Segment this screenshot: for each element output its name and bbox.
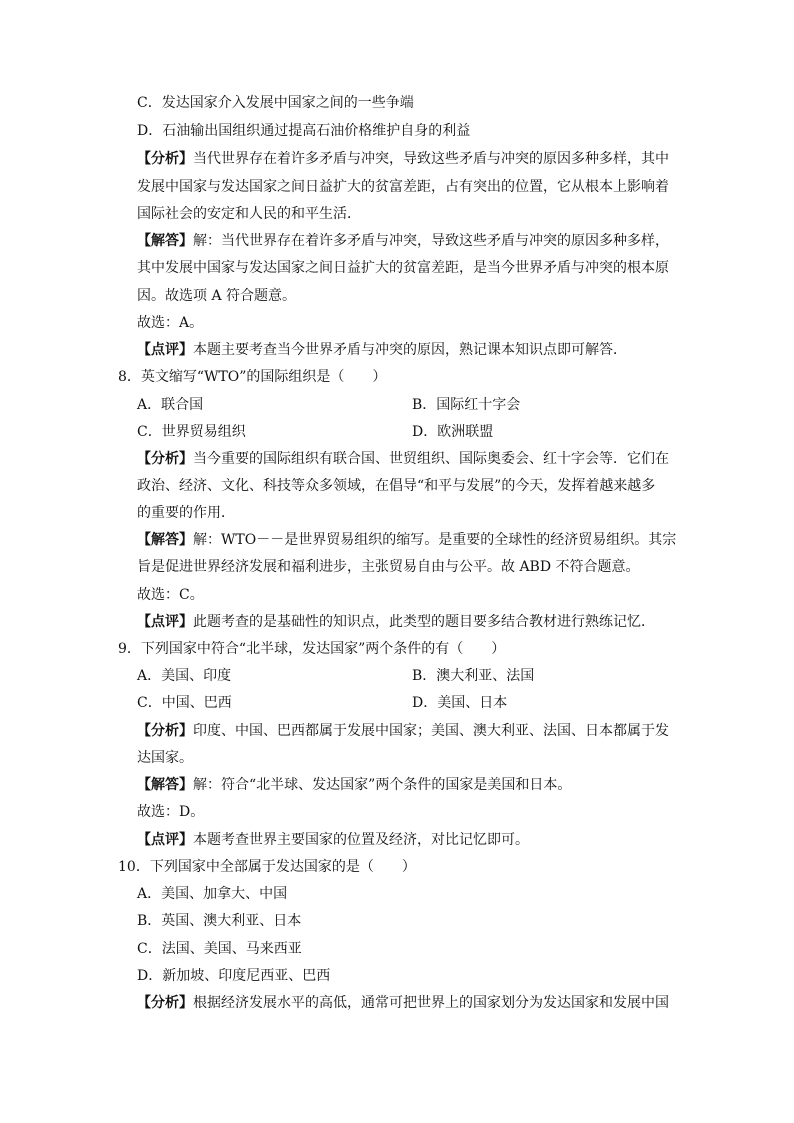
q9-option-a: A．美国、印度 [137, 668, 232, 684]
q10-option-d: D．新加坡、印度尼西亚、巴西 [137, 968, 331, 984]
q7-answer-line-3: 因。故选项 A 符合题意。 [137, 288, 297, 304]
q7-answer-line-1: 【解答】解：当代世界存在着许多矛盾与冲突，导致这些矛盾与冲突的原因多种多样， [137, 233, 669, 249]
q7-option-d: D．石油输出国组织通过提高石油价格维护自身的利益 [137, 123, 471, 139]
q9-option-c: C．中国、巴西 [137, 695, 232, 711]
q7-answer-line-2: 其中发展中国家与发达国家之间日益扩大的贫富差距，是当今世界矛盾与冲突的根本原 [137, 260, 669, 276]
q8-option-c: C．世界贸易组织 [137, 424, 246, 440]
analysis-tag: 【分析】 [137, 723, 193, 739]
q9-stem: 9．下列国家中符合“北半球，发达国家”两个条件的有（ ） [118, 641, 506, 657]
q9-analysis-line-1: 【分析】印度、中国、巴西都属于发展中国家；美国、澳大利亚、法国、日本都属于发 [137, 723, 669, 739]
q10-stem: 10．下列国家中全部属于发达国家的是（ ） [118, 859, 416, 875]
q7-analysis-line-2: 发展中国家与发达国家之间日益扩大的贫富差距，占有突出的位置，它从根本上影响着 [137, 179, 669, 195]
q8-choice: 故选：C。 [137, 587, 204, 603]
q7-option-c: C．发达国家介入发展中国家之间的一些争端 [137, 95, 414, 111]
q8-stem: 8．英文缩写“WTO”的国际组织是（ ） [118, 369, 387, 385]
q7-choice: 故选：A。 [137, 315, 204, 331]
analysis-tag: 【分析】 [137, 451, 193, 467]
q9-analysis-line-2: 达国家。 [137, 750, 193, 766]
q7-analysis-line-3: 国际社会的安定和人民的和平生活． [137, 206, 361, 222]
comment-tag: 【点评】 [137, 832, 193, 848]
q9-option-b: B．澳大利亚、法国 [412, 668, 535, 684]
q8-option-d: D．欧洲联盟 [412, 424, 494, 440]
comment-tag: 【点评】 [137, 342, 193, 358]
analysis-tag: 【分析】 [137, 151, 193, 167]
q8-comment: 【点评】此题考查的是基础性的知识点，此类型的题目要多结合教材进行熟练记忆． [137, 614, 655, 630]
q10-option-b: B．英国、澳大利亚、日本 [137, 913, 302, 929]
q9-comment: 【点评】本题考查世界主要国家的位置及经济，对比记忆即可。 [137, 832, 529, 848]
answer-tag: 【解答】 [137, 532, 193, 548]
q8-answer-line-2: 旨是促进世界经济发展和福利进步，主张贸易自由与公平。故 ABD 不符合题意。 [137, 559, 640, 575]
q8-option-b: B．国际红十字会 [412, 397, 521, 413]
q10-option-c: C．法国、美国、马来西亚 [137, 941, 302, 957]
q9-option-d: D．美国、日本 [412, 695, 508, 711]
answer-tag: 【解答】 [137, 777, 193, 793]
comment-tag: 【点评】 [137, 614, 193, 630]
q9-choice: 故选：D。 [137, 804, 205, 820]
q7-analysis-line-1: 【分析】当代世界存在着许多矛盾与冲突，导致这些矛盾与冲突的原因多种多样，其中 [137, 151, 669, 167]
q8-option-a: A．联合国 [137, 397, 204, 413]
answer-tag: 【解答】 [137, 233, 193, 249]
analysis-tag: 【分析】 [137, 995, 193, 1011]
q8-answer-line-1: 【解答】解：WTO－－是世界贸易组织的缩写。是重要的全球性的经济贸易组织。其宗 [137, 532, 677, 548]
q8-analysis-line-2: 政治、经济、文化、科技等众多领域，在倡导“和平与发展”的今天，发挥着越来越多 [137, 478, 656, 494]
q10-option-a: A．美国、加拿大、中国 [137, 886, 288, 902]
q8-analysis-line-1: 【分析】当今重要的国际组织有联合国、世贸组织、国际奥委会、红十字会等．它们在 [137, 451, 669, 467]
q10-analysis-line-1: 【分析】根据经济发展水平的高低，通常可把世界上的国家划分为发达国家和发展中国 [137, 995, 669, 1011]
q9-answer-line-1: 【解答】解：符合“北半球、发达国家”两个条件的国家是美国和日本。 [137, 777, 572, 793]
q8-analysis-line-3: 的重要的作用． [137, 505, 235, 521]
q7-comment: 【点评】本题主要考查当今世界矛盾与冲突的原因，熟记课本知识点即可解答． [137, 342, 627, 358]
